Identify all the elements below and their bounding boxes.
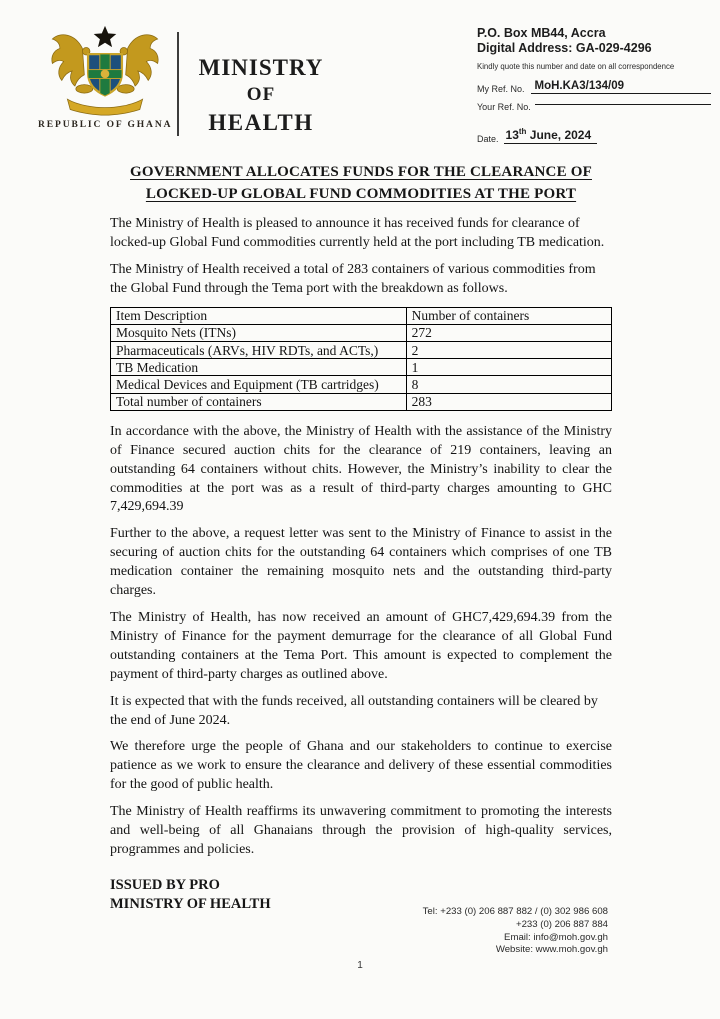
my-ref-row [477,79,711,94]
ghana-coat-of-arms-icon [46,24,164,118]
table-row [111,324,612,341]
date-value [504,125,598,144]
letterhead [0,0,720,156]
table-cell-qty: 2 [406,342,611,359]
footer-tel1: Tel: +233 (0) 206 887 882 / (0) 302 986 608 [422,906,608,917]
table-cell-item: TB Medication [111,359,407,376]
paragraph-intro: The Ministry of Health is pleased to announce it has received funds for clearance of locked-up Global Fund commodities currently held at the port including TB medication. [110,216,605,250]
table-header-qty: Number of containers [406,307,611,324]
table-row [111,359,612,376]
page-number: 1 [357,960,363,971]
table-cell-qty: 272 [406,324,611,341]
table-cell-item: Total number of containers [111,393,407,410]
table-cell-item: Pharmaceuticals (ARVs, HIV RDTs, and ACTs,) [111,342,407,359]
ministry-title-line2: OF [246,84,276,105]
ministry-title-line1: MINISTRY [198,55,324,80]
table-row [111,342,612,359]
letter-body [110,162,612,914]
your-ref-label: Your Ref. No. [477,102,531,112]
footer-website: Website: www.moh.gov.gh [495,944,608,956]
document-title-line2: LOCKED-UP GLOBAL FUND COMMODITIES AT THE PORT [145,185,577,202]
paragraph-amount-received: The Ministry of Health, has now received an amount of GHC7,429,694.39 from the Ministry of Finance for the payment demurrage for the clearance of all Global Fund outstanding containers at the Tema Port. This amount is expected to complement the payment of third-party charges as outlined above. [110,610,612,682]
signature-line1: ISSUED BY PRO [110,876,220,893]
contact-block [477,26,711,144]
black-star-icon [94,26,117,47]
footer-contact [423,906,608,957]
paragraph-expected-clearance: It is expected that with the funds received, all outstanding containers will be cleared by the end of June 2024. [110,693,598,728]
correspondence-note: Kindly quote this number and date on all correspondence [477,62,675,71]
banner-scroll-icon [67,99,142,115]
ministry-title [186,54,336,138]
digital-address: Digital Address: GA-029-4296 [477,41,652,55]
date-month-year: June, 2024 [526,128,592,142]
footer-tel2: +233 (0) 206 887 884 [515,918,608,930]
paragraph-auction-chits: In accordance with the above, the Ministry of Health with the assistance of the Ministry of Finance secured auction chits for the clearance of 219 containers, leaving an outstanding 64 containers without chits. However, the Ministry’s inability to clear the commodities at the port was as a result of third-party charges amounting to GHC 7,429,694.39 [110,423,612,515]
crest-caption: REPUBLIC OF GHANA [38,120,173,130]
containers-table [110,307,612,411]
table-header-row [111,307,612,324]
table-header-item: Item Description [111,307,407,324]
date-day: 13 [505,128,519,142]
my-ref-value: MoH.KA3/134/09 [531,79,711,94]
table-cell-qty: 1 [406,359,611,376]
document-title-line1: GOVERNMENT ALLOCATES FUNDS FOR THE CLEARANCE OF [130,164,592,180]
date-ordinal-suffix: th [518,127,527,136]
table-cell-qty: 283 [406,393,611,410]
header-divider [177,32,179,136]
signature-line2: MINISTRY OF HEALTH [110,895,271,912]
date-row [477,125,711,144]
paragraph-commitment: The Ministry of Health reaffirms its unwavering commitment to promoting the interests and well-being of all Ghanaians through the provision of high-quality services, programmes and policies. [110,804,612,857]
coat-of-arms [38,24,172,130]
date-label: Date. [477,134,499,144]
ministry-title-line3: HEALTH [208,110,314,135]
footer-email: Email: info@moh.gov.gh [504,931,608,943]
paragraph-request-letter: Further to the above, a request letter was sent to the Ministry of Finance to assist in the securing of auction chits for the outstanding 64 containers which comprises of one TB medication container the remaining mosquito nets and the outstanding third-party charges. [110,526,612,599]
your-ref-blank-line [535,104,711,105]
table-cell-item: Mosquito Nets (ITNs) [111,324,407,341]
document-title [110,162,612,205]
table-cell-qty: 8 [406,376,611,393]
paragraph-total-containers: The Ministry of Health received a total of 283 containers of various commodities from the Global Fund through the Tema port with the breakdown as follows. [110,261,596,296]
your-ref-row [477,102,711,112]
paragraph-urge-patience: We therefore urge the people of Ghana and our stakeholders to continue to exercise patience as we work to ensure the clearance and delivery of these essential commodities for the good of public health. [110,739,612,793]
table-row [111,376,612,393]
po-box: P.O. Box MB44, Accra [477,26,606,40]
table-cell-item: Medical Devices and Equipment (TB cartridges) [111,376,407,393]
my-ref-label: My Ref. No. [477,84,525,94]
table-row-total [111,393,612,410]
